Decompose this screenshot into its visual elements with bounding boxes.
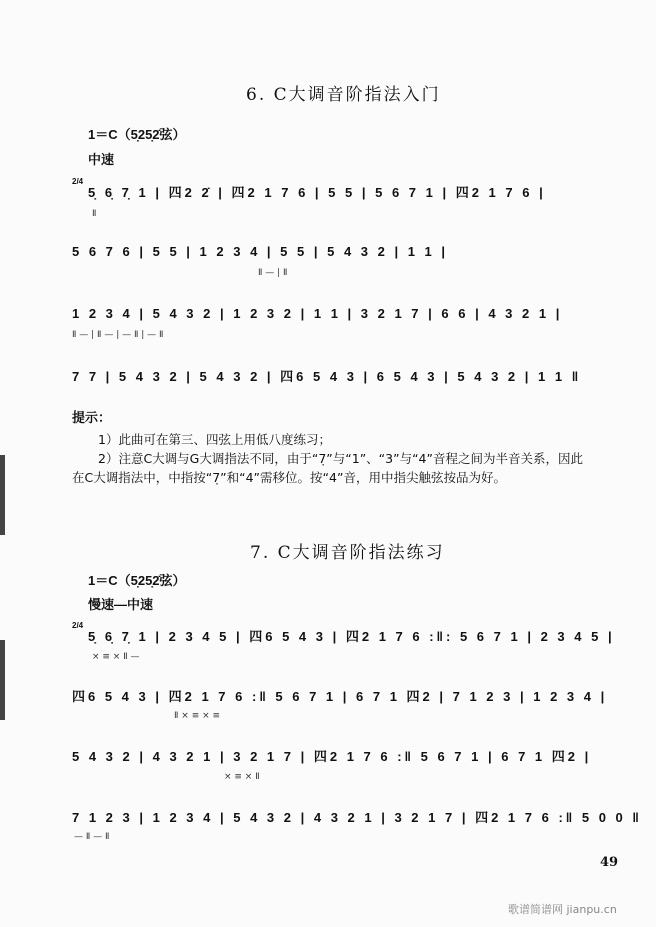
section6-marks-1: Ⅱ	[92, 209, 97, 219]
section7-row-2: 四6 5 4 3 | 四2 1 7 6 :‖ 5 6 7 1 | 6 7 1 四2 | 7 1 2 3 | 1 2 3 4 |	[72, 689, 608, 704]
hint-line-2a: 2）注意C大调与G大调指法不同，由于“7̣”与“1”、“3”与“4”音程之间为半音关系，因此	[98, 451, 583, 466]
section6-marks-2: Ⅱ — | Ⅱ	[258, 268, 288, 278]
section6-key: 1＝C（5̣25̣2̇弦）	[88, 127, 186, 142]
watermark: 歌谱简谱网 jianpu.cn	[508, 903, 617, 916]
section6-title: 6. C大调音阶指法入门	[246, 85, 441, 105]
section7-row-4: 7 1 2 3 | 1 2 3 4 | 5 4 3 2 | 4 3 2 1 | 3 2 1 7 | 四2 1 7 6 :‖ 5 0 0 ‖	[72, 810, 642, 825]
hint-line-2b: 在C大调指法中，中指按“7̣”和“4”需移位。按“4”音，用中指尖触弦按品为好。	[72, 470, 506, 485]
section7-marks-3: × ≡ × Ⅱ	[224, 772, 260, 782]
section7-row-1: 5̣ 6̣ 7̣ 1 | 2 3 4 5 | 四6 5 4 3 | 四2 1 7 6 :‖: 5 6 7 1 | 2 3 4 5 |	[88, 629, 615, 644]
section7-row-3: 5 4 3 2 | 4 3 2 1 | 3 2 1 7 | 四2 1 7 6 :‖ 5 6 7 1 | 6 7 1 四2 |	[72, 749, 592, 764]
section7-key: 1＝C（5̣25̣2̇弦）	[88, 573, 186, 588]
section6-row-4: 7 7 | 5 4 3 2 | 5 4 3 2 | 四6 5 4 3 | 6 5 4 3 | 5 4 3 2 | 1 1 ‖	[72, 369, 582, 384]
section6-row-3: 1 2 3 4 | 5 4 3 2 | 1 2 3 2 | 1 1 | 3 2 1 7 | 6 6 | 4 3 2 1 |	[72, 306, 563, 321]
page-edge	[0, 455, 5, 535]
section7-timesig: 2/4	[72, 621, 84, 630]
hint-line-1: 1）此曲可在第三、四弦上用低八度练习；	[98, 432, 331, 447]
section7-tempo: 慢速—中速	[88, 597, 154, 612]
page-edge	[0, 640, 5, 720]
section6-marks-3: Ⅱ — | Ⅱ — | — Ⅱ | — Ⅱ	[72, 330, 164, 340]
section6-tempo: 中速	[88, 152, 115, 167]
section7-marks-1: × ≡ × Ⅱ —	[92, 652, 140, 662]
section7-marks-4: — Ⅱ — Ⅱ	[74, 832, 110, 842]
section6-row-1: 5̣ 6̣ 7̣ 1 | 四2 2̇ | 四2 1 7 6 | 5 5 | 5 6 7 1 | 四2 1 7 6 |	[88, 185, 546, 200]
hint-title: 提示：	[72, 411, 112, 426]
section7-marks-2: Ⅱ × ≡ × ≡	[174, 711, 221, 721]
section6-row-2: 5 6 7 6 | 5 5 | 1 2 3 4 | 5 5 | 5 4 3 2 | 1 1 |	[72, 244, 449, 259]
page-number: 49	[600, 855, 619, 870]
section7-title: 7. C大调音阶指法练习	[250, 543, 445, 563]
section6-timesig: 2/4	[72, 177, 84, 186]
